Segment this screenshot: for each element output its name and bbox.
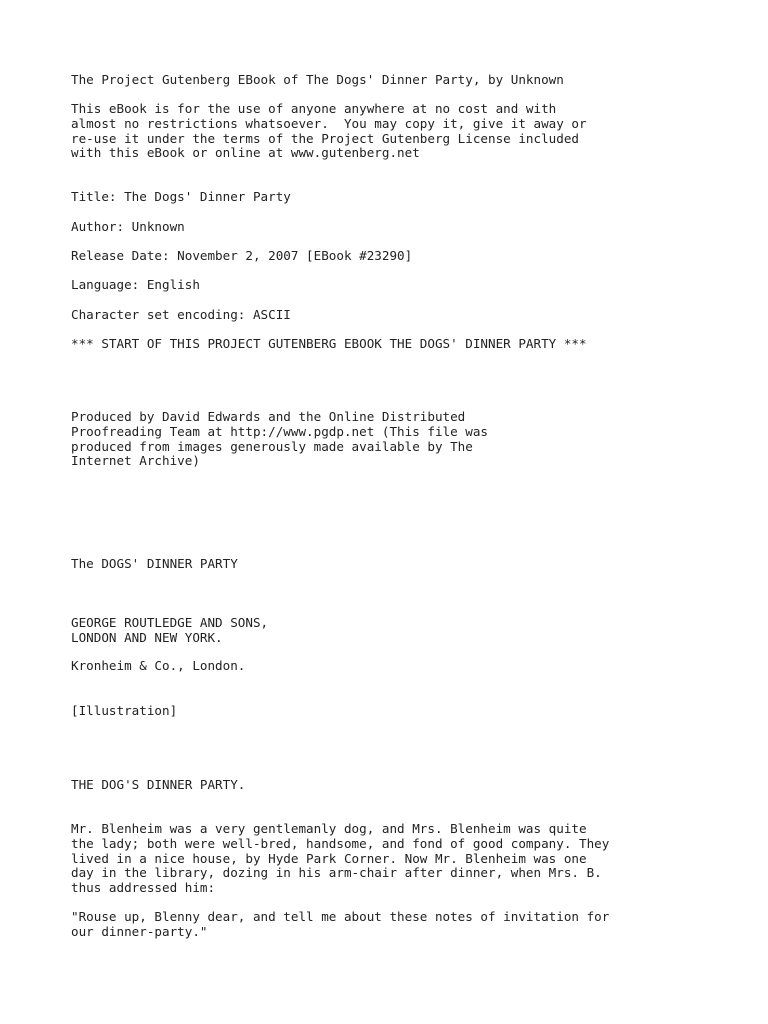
title-field: Title: The Dogs' Dinner Party	[71, 189, 291, 204]
chapter-heading: THE DOG'S DINNER PARTY.	[71, 777, 246, 792]
illustration-placeholder: [Illustration]	[71, 703, 178, 718]
author-field: Author: Unknown	[71, 219, 185, 234]
language-field: Language: English	[71, 277, 200, 292]
body-paragraph: Mr. Blenheim was a very gentlemanly dog, and Mrs. Blenheim was quite the lady; both were well-bred, handsome, and fond of good company. They lived in a nice house, by Hyde Park Corner. Now Mr. Blenheim was one day in the library, dozing in his arm-chair after dinner, when Mrs. B. thus addressed him:	[71, 821, 610, 896]
ebook-header-line: The Project Gutenberg EBook of The Dogs' Dinner Party, by Unknown	[71, 72, 564, 87]
license-paragraph: This eBook is for the use of anyone anywhere at no cost and with almost no restrictions whatsoever. You may copy it, give it away or re-use it under the terms of the Project Gutenberg License included with this eBook or online at www.gutenberg.net	[71, 101, 587, 161]
engraver-credit: Kronheim & Co., London.	[71, 658, 246, 673]
encoding-field: Character set encoding: ASCII	[71, 307, 291, 322]
book-title: The DOGS' DINNER PARTY	[71, 556, 238, 571]
start-marker: *** START OF THIS PROJECT GUTENBERG EBOOK THE DOGS' DINNER PARTY ***	[71, 336, 587, 351]
release-date-field: Release Date: November 2, 2007 [EBook #23290]	[71, 248, 413, 263]
produced-by-credit: Produced by David Edwards and the Online Distributed Proofreading Team at http://www.pgdp.net (This file was produced from images generously made available by The Internet Archive)	[71, 409, 489, 469]
body-paragraph: "Rouse up, Blenny dear, and tell me about these notes of invitation for our dinner-party."	[71, 909, 610, 939]
publisher-imprint: GEORGE ROUTLEDGE AND SONS, LONDON AND NEW YORK.	[71, 615, 269, 645]
